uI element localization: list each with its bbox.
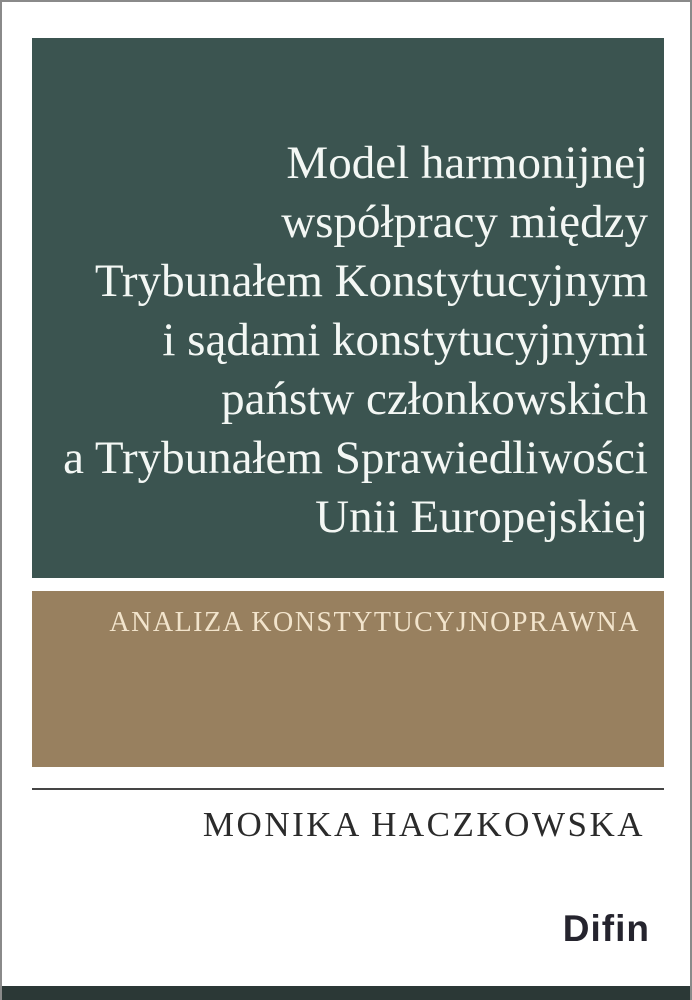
author-name: MONIKA HACZKOWSKA [202, 805, 645, 844]
subtitle-band [32, 591, 664, 767]
title-line: a Trybunałem Sprawiedliwości [63, 432, 648, 484]
title-line: Model harmonijnej [286, 137, 648, 189]
footer-strip [0, 986, 692, 1000]
subtitle-text: ANALIZA KONSTYTUCYJNOPRAWNA [109, 607, 640, 638]
title-line: państw członkowskich [221, 373, 648, 425]
divider-line [32, 788, 664, 790]
title-line: Trybunałem Konstytucyjnym [94, 255, 648, 307]
title-line: i sądami konstytucyjnymi [162, 314, 648, 366]
publisher-logo: Difin [562, 908, 650, 949]
title-line: współpracy między [281, 196, 648, 248]
title-line: Unii Europejskiej [315, 491, 648, 543]
title-block [32, 38, 664, 578]
